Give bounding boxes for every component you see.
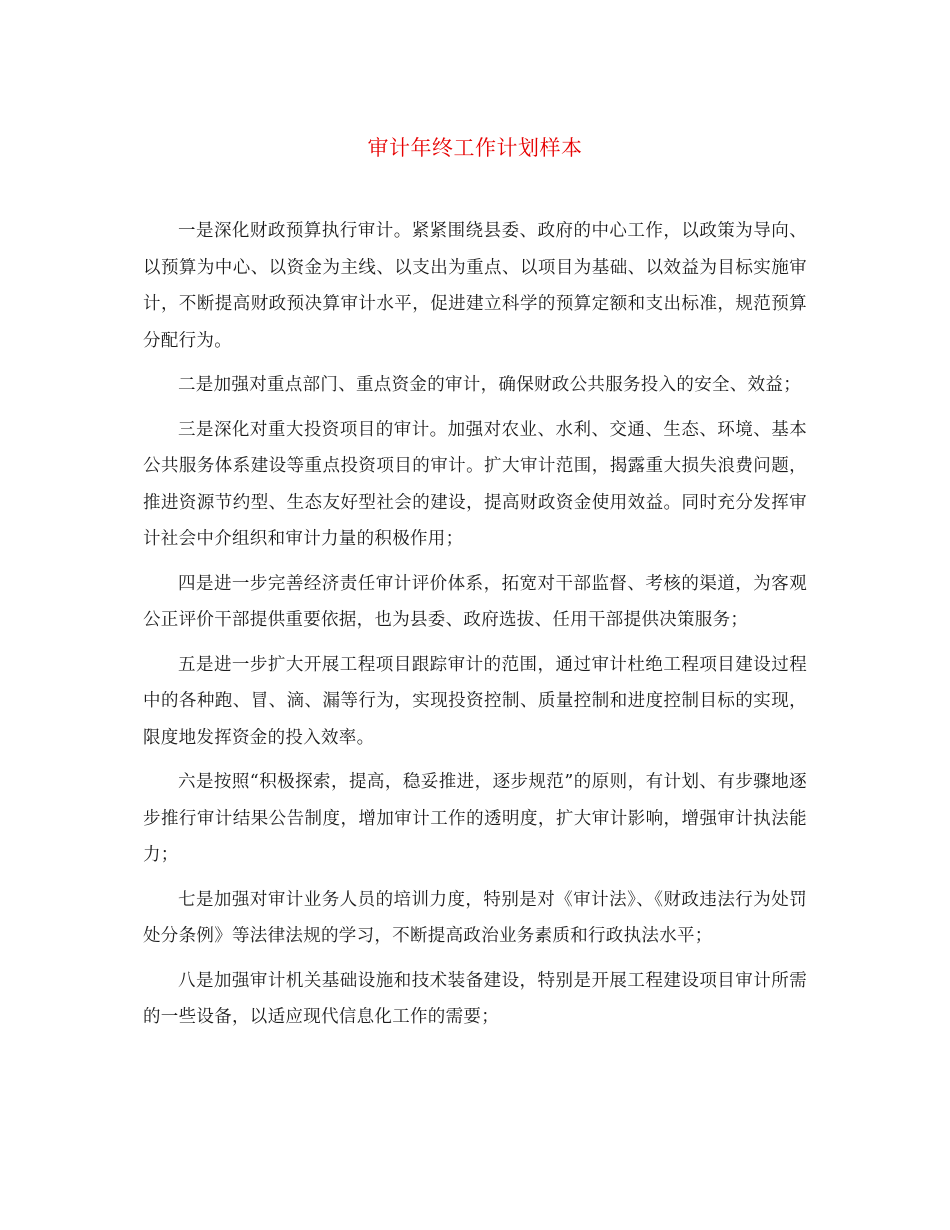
paragraph-4: 四是进一步完善经济责任审计评价体系，拓宽对干部监督、考核的渠道，为客观公正评价干部提供重要依据，也为县委、政府选拔、任用干部提供决策服务； [143, 573, 807, 630]
document-title: 审计年终工作计划样本 [367, 136, 583, 160]
paragraph-2: 二是加强对重点部门、重点资金的审计，确保财政公共服务投入的安全、效益； [178, 375, 801, 395]
paragraph-7: 七是加强对审计业务人员的培训力度，特别是对《审计法》、《财政违法行为处罚处分条例》等法律法规的学习，不断提高政治业务素质和行政执法水平； [143, 889, 807, 946]
paragraph-6: 六是按照“积极探索，提高，稳妥推进，逐步规范”的原则，有计划、有步骤地逐步推行审计结果公告制度，增加审计工作的透明度，扩大审计影响，增强审计执法能力； [143, 772, 807, 865]
document-body [143, 213, 807, 1044]
paragraph-5: 五是进一步扩大开展工程项目跟踪审计的范围，通过审计杜绝工程项目建设过程中的各种跑、冒、滴、漏等行为，实现投资控制、质量控制和进度控制目标的实现，限度地发挥资金的投入效率。 [143, 654, 807, 748]
paragraph-8: 八是加强审计机关基础设施和技术装备建设，特别是开展工程建设项目审计所需的一些设备，以适应现代信息化工作的需要； [143, 970, 807, 1027]
paragraph-1: 一是深化财政预算执行审计。紧紧围绕县委、政府的中心工作，以政策为导向、以预算为中心、以资金为主线、以支出为重点、以项目为基础、以效益为目标实施审计，不断提高财政预决算审计水平，促进建立科学的预算定额和支出标准，规范预算分配行为。 [143, 221, 807, 351]
paragraph-3: 三是深化对重大投资项目的审计。加强对农业、水利、交通、生态、环境、基本公共服务体系建设等重点投资项目的审计。扩大审计范围，揭露重大损失浪费问题，推进资源节约型、生态友好型社会的建设，提高财政资金使用效益。同时充分发挥审计社会中介组织和审计力量的积极作用； [143, 419, 807, 549]
